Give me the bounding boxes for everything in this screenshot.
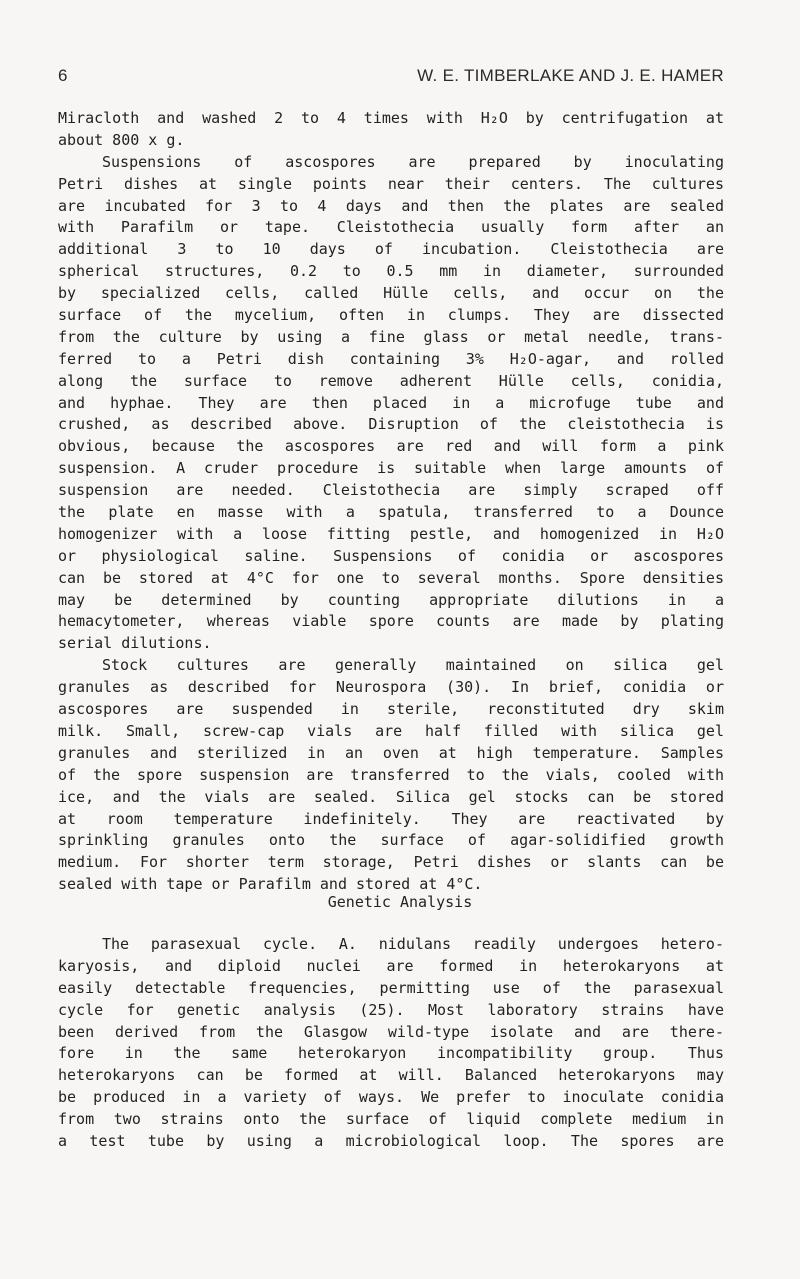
text-line: Miracloth and washed 2 to 4 times with H₂O by centrifugation at — [58, 109, 724, 127]
text-line: hemacytometer, whereas viable spore counts are made by plating — [58, 612, 724, 631]
text-line: additional 3 to 10 days of incubation. Cleistothecia are — [58, 240, 724, 259]
text-line: serial dilutions. — [58, 634, 212, 653]
page-header — [58, 66, 724, 88]
text-line: ascospores are suspended in sterile, reconstituted dry skim — [58, 700, 724, 719]
section-heading: Genetic Analysis — [327, 893, 473, 911]
text-line: spherical structures, 0.2 to 0.5 mm in diameter, surrounded — [58, 262, 724, 281]
text-line: granules as described for Neurospora (30). In brief, conidia or — [58, 678, 724, 697]
text-line: be produced in a variety of ways. We prefer to inoculate conidia — [58, 1088, 724, 1107]
text-line: Petri dishes at single points near their centers. The cultures — [58, 174, 724, 193]
text-line: suspension. A cruder procedure is suitable when large amounts of — [58, 459, 724, 478]
text-line: about 800 x g. — [58, 130, 185, 149]
text-line: sprinkling granules onto the surface of agar-solidified growth — [58, 831, 724, 850]
text-line: a test tube by using a microbiological loop. The spores are — [58, 1132, 724, 1151]
text-line: are incubated for 3 to 4 days and then the plates are sealed — [58, 196, 724, 215]
page-number: 6 — [58, 66, 68, 85]
text-line: with Parafilm or tape. Cleistothecia usually form after an — [58, 218, 724, 237]
text-line: crushed, as described above. Disruption of the cleistothecia is — [58, 415, 724, 434]
body-text-block-2 — [58, 934, 724, 1153]
running-head-authors: W. E. TIMBERLAKE AND J. E. HAMER — [417, 66, 724, 85]
text-line: may be determined by counting appropriate dilutions in a — [58, 590, 724, 609]
text-line: can be stored at 4°C for one to several months. Spore densities — [58, 568, 724, 587]
body-text-block-1 — [58, 108, 724, 896]
text-line: heterokaryons can be formed at will. Balanced heterokaryons may — [58, 1066, 724, 1085]
text-line: and hyphae. They are then placed in a microfuge tube and — [58, 393, 724, 412]
text-line: cycle for genetic analysis (25). Most laboratory strains have — [58, 1000, 724, 1019]
text-line: the plate en masse with a spatula, transferred to a Dounce — [58, 503, 724, 522]
text-line: of the spore suspension are transferred to the vials, cooled with — [58, 765, 724, 784]
text-line: obvious, because the ascospores are red and will form a pink — [58, 437, 724, 456]
text-line: ice, and the vials are sealed. Silica gel stocks can be stored — [58, 787, 724, 806]
text-line: Stock cultures are generally maintained on silica gel — [102, 656, 724, 675]
text-line: suspension are needed. Cleistothecia are simply scraped off — [58, 481, 724, 500]
text-line: along the surface to remove adherent Hülle cells, conidia, — [58, 371, 724, 390]
text-line: karyosis, and diploid nuclei are formed in heterokaryons at — [58, 956, 724, 975]
text-line: or physiological saline. Suspensions of conidia or ascospores — [58, 546, 724, 565]
text-line: by specialized cells, called Hülle cells, and occur on the — [58, 284, 724, 303]
text-line: homogenizer with a loose fitting pestle, and homogenized in H₂O — [58, 524, 724, 543]
text-line: The parasexual cycle. A. nidulans readily undergoes hetero- — [102, 935, 724, 953]
text-line: easily detectable frequencies, permitting use of the parasexual — [58, 978, 724, 997]
text-line: surface of the mycelium, often in clumps. They are dissected — [58, 306, 724, 325]
text-line: ferred to a Petri dish containing 3% H₂O-agar, and rolled — [58, 349, 724, 368]
text-line: Suspensions of ascospores are prepared by inoculating — [102, 152, 724, 171]
text-line: been derived from the Glasgow wild-type isolate and are there- — [58, 1022, 724, 1041]
text-line: granules and sterilized in an oven at high temperature. Samples — [58, 743, 724, 762]
text-line: from the culture by using a fine glass or metal needle, trans- — [58, 327, 724, 346]
text-line: fore in the same heterokaryon incompatibility group. Thus — [58, 1044, 724, 1063]
text-line: milk. Small, screw-cap vials are half filled with silica gel — [58, 721, 724, 740]
text-line: medium. For shorter term storage, Petri dishes or slants can be — [58, 853, 724, 872]
text-line: sealed with tape or Parafilm and stored at 4°C. — [58, 875, 483, 894]
text-line: at room temperature indefinitely. They are reactivated by — [58, 809, 724, 828]
text-line: from two strains onto the surface of liquid complete medium in — [58, 1110, 724, 1129]
